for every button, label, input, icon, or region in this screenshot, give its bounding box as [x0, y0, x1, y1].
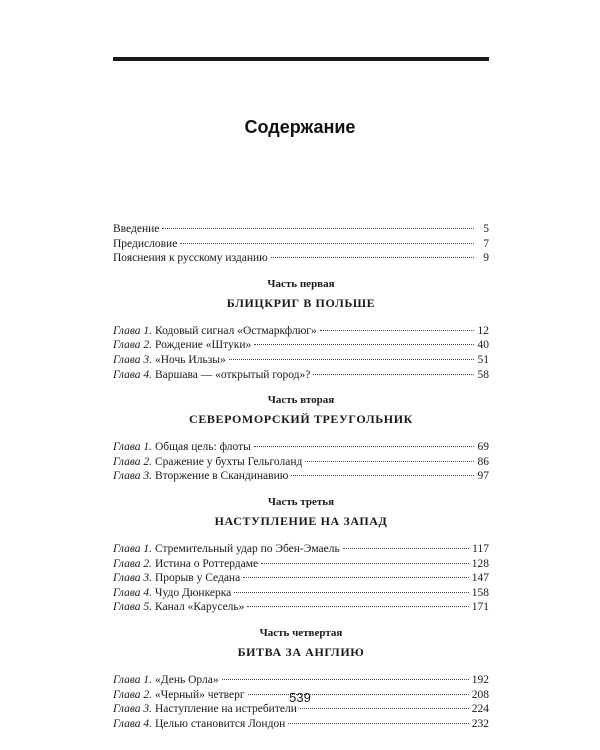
- dot-leader: [229, 358, 474, 360]
- entry-title: «Ночь Ильзы»: [155, 353, 226, 366]
- dot-leader: [271, 256, 474, 258]
- chapter-number: Глава 3.: [113, 572, 152, 585]
- entry-title: «День Орла»: [155, 673, 219, 686]
- entry-page-number: 232: [471, 717, 489, 730]
- entry-title: Целью становится Лондон: [155, 717, 286, 730]
- toc-entry: [113, 586, 489, 601]
- toc-entry: [113, 717, 489, 732]
- entry-title: Вторжение в Скандинавию: [155, 470, 289, 483]
- toc-entry: [113, 469, 489, 484]
- toc-entry: [113, 455, 489, 470]
- entry-page-number: 86: [477, 455, 489, 468]
- entry-page-number: 12: [477, 324, 489, 337]
- front-matter-list: [113, 222, 489, 266]
- toc-entry: [113, 571, 489, 586]
- part-title: БИТВА ЗА АНГЛИЮ: [237, 644, 365, 659]
- entry-title: Истина о Роттердаме: [155, 557, 259, 570]
- entry-page-number: 51: [477, 353, 489, 366]
- part-title: НАСТУПЛЕНИЕ НА ЗАПАД: [214, 513, 388, 528]
- toc-entry: [113, 600, 489, 615]
- dot-leader: [300, 707, 469, 709]
- chapter-number: Глава 2.: [113, 557, 152, 570]
- entry-page-number: 5: [483, 223, 489, 235]
- entry-title: «Черный» четверг: [155, 688, 245, 701]
- toc-entry: [113, 338, 489, 353]
- chapter-number: Глава 2.: [113, 339, 152, 352]
- chapter-number: Глава 1.: [113, 673, 152, 686]
- dot-leader: [261, 562, 469, 564]
- dot-leader: [234, 591, 469, 593]
- dot-leader: [254, 445, 474, 447]
- entry-title: Стремительный удар по Эбен-Эмаель: [155, 542, 340, 555]
- entry-title: Чудо Дюнкерка: [155, 586, 232, 599]
- dot-leader: [288, 722, 468, 724]
- header-rule: [113, 57, 489, 61]
- entry-page-number: 97: [477, 470, 489, 483]
- chapter-number: Глава 1.: [113, 324, 152, 337]
- part-label: Часть третья: [267, 495, 335, 508]
- dot-leader: [305, 460, 474, 462]
- entry-page-number: 58: [477, 368, 489, 381]
- entry-page-number: 208: [471, 688, 489, 701]
- chapter-number: Глава 3.: [113, 703, 152, 716]
- toc-entry: [113, 440, 489, 455]
- toc-entry: [113, 237, 489, 252]
- chapter-number: Глава 3.: [113, 470, 152, 483]
- dot-leader: [247, 605, 468, 607]
- entry-page-number: 128: [471, 557, 489, 570]
- dot-leader: [162, 227, 474, 229]
- dot-leader: [222, 678, 469, 680]
- entry-title: Сражение у бухты Гельголанд: [155, 455, 303, 468]
- dot-leader: [343, 547, 469, 549]
- chapter-number: Глава 4.: [113, 717, 152, 730]
- part-title: БЛИЦКРИГ В ПОЛЬШЕ: [226, 295, 376, 310]
- entry-title: Кодовый сигнал «Остмаркфлюг»: [155, 324, 317, 337]
- page-number: 539: [289, 690, 311, 705]
- entry-title: Варшава — «открытый город»?: [155, 368, 311, 381]
- dot-leader: [243, 576, 469, 578]
- part-title: СЕВЕРОМОРСКИЙ ТРЕУГОЛЬНИК: [189, 412, 413, 427]
- chapter-number: Глава 3.: [113, 353, 152, 366]
- chapter-number: Глава 2.: [113, 688, 152, 701]
- table-of-contents: [113, 222, 489, 731]
- chapter-number: Глава 4.: [113, 368, 152, 381]
- toc-entry: [113, 251, 489, 266]
- entry-title: Пояснения к русскому изданию: [113, 252, 268, 265]
- entry-page-number: 224: [471, 703, 489, 716]
- part-section: [113, 495, 489, 615]
- chapter-number: Глава 4.: [113, 586, 152, 599]
- entry-title: Наступление на истребители: [155, 703, 297, 716]
- entry-title: Рождение «Штуки»: [155, 339, 252, 352]
- toc-entry: [113, 368, 489, 383]
- page-title: Содержание: [244, 117, 356, 137]
- part-section: [113, 626, 489, 731]
- entry-page-number: 158: [471, 586, 489, 599]
- part-label: Часть четвертая: [259, 626, 343, 639]
- toc-entry: [113, 222, 489, 237]
- entry-title: Прорыв у Седана: [155, 572, 241, 585]
- entry-title: Предисловие: [113, 237, 178, 250]
- dot-leader: [291, 474, 474, 476]
- chapter-number: Глава 1.: [113, 542, 152, 555]
- entry-page-number: 69: [477, 441, 489, 454]
- chapter-number: Глава 1.: [113, 441, 152, 454]
- entry-page-number: 7: [483, 237, 489, 250]
- part-label: Часть первая: [267, 277, 335, 290]
- entry-page-number: 40: [477, 339, 489, 352]
- entry-page-number: 171: [471, 601, 489, 614]
- part-label: Часть вторая: [267, 394, 335, 407]
- entry-title: Общая цель: флоты: [155, 441, 251, 454]
- dot-leader: [180, 242, 474, 244]
- parts-list: [113, 277, 489, 732]
- entry-page-number: 147: [471, 572, 489, 585]
- entry-page-number: 192: [471, 673, 489, 686]
- entry-title: Введение: [113, 223, 160, 235]
- toc-entry: [113, 542, 489, 557]
- toc-entry: [113, 353, 489, 368]
- dot-leader: [320, 329, 474, 331]
- toc-entry: [113, 324, 489, 339]
- entry-page-number: 117: [472, 542, 489, 555]
- part-section: [113, 277, 489, 382]
- dot-leader: [313, 373, 474, 375]
- part-section: [113, 393, 489, 484]
- chapter-number: Глава 5.: [113, 601, 152, 614]
- dot-leader: [254, 343, 474, 345]
- entry-title: Канал «Карусель»: [155, 601, 245, 614]
- toc-entry: [113, 557, 489, 572]
- toc-entry: [113, 673, 489, 688]
- chapter-number: Глава 2.: [113, 455, 152, 468]
- entry-page-number: 9: [483, 252, 489, 265]
